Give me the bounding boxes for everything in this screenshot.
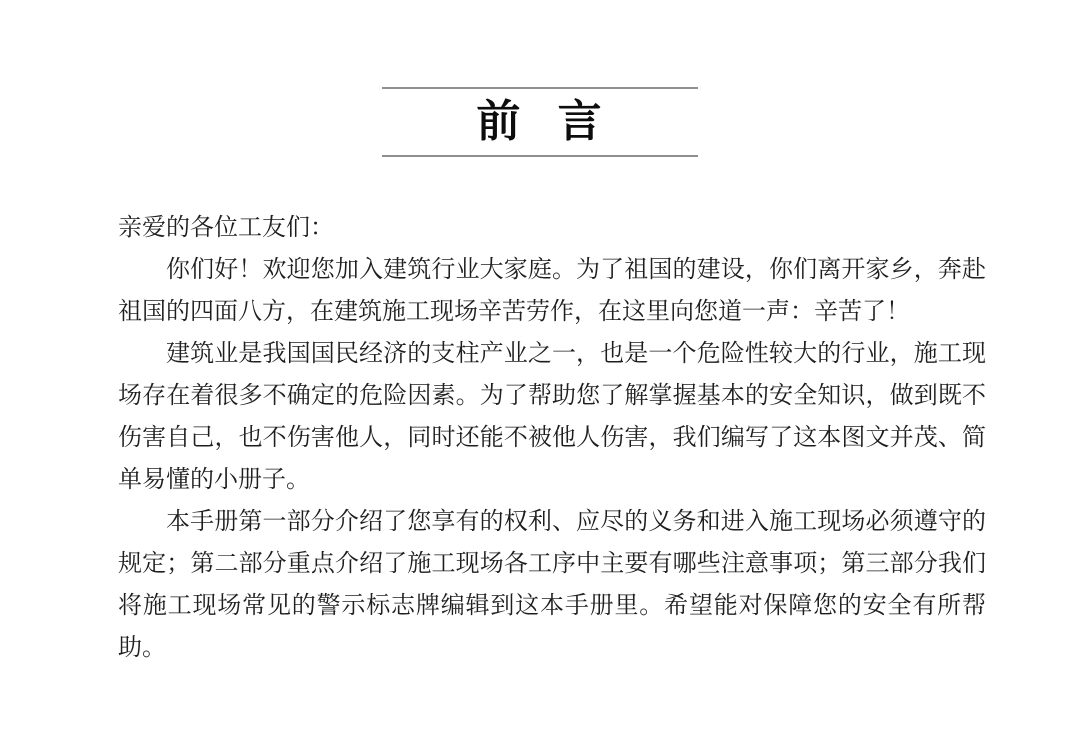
- paragraph-handbook-structure: 本手册第一部分介绍了您享有的权利、应尽的义务和进入施工现场必须遵守的规定；第二部分重点介绍了施工现场各工序中主要有哪些注意事项；第三部分我们将施工现场常见的警示标志牌编辑到这本手册里。希望能对保障您的安全有所帮助。: [118, 507, 986, 661]
- paragraph-welcome: 你们好！欢迎您加入建筑行业大家庭。为了祖国的建设，你们离开家乡，奔赴祖国的四面八方，在建筑施工现场辛苦劳作，在这里向您道一声：辛苦了！: [118, 255, 986, 325]
- preface-body: [118, 206, 986, 668]
- title-block: [382, 87, 698, 157]
- title-rule-bottom: [382, 155, 698, 157]
- page-title: 前 言: [476, 96, 604, 147]
- salutation-line: 亲爱的各位工友们：: [118, 213, 334, 241]
- paragraph-industry: 建筑业是我国国民经济的支柱产业之一，也是一个危险性较大的行业，施工现场存在着很多不确定的危险因素。为了帮助您了解掌握基本的安全知识，做到既不伤害自己，也不伤害他人，同时还能不被他人伤害，我们编写了这本图文并茂、简单易懂的小册子。: [118, 339, 986, 493]
